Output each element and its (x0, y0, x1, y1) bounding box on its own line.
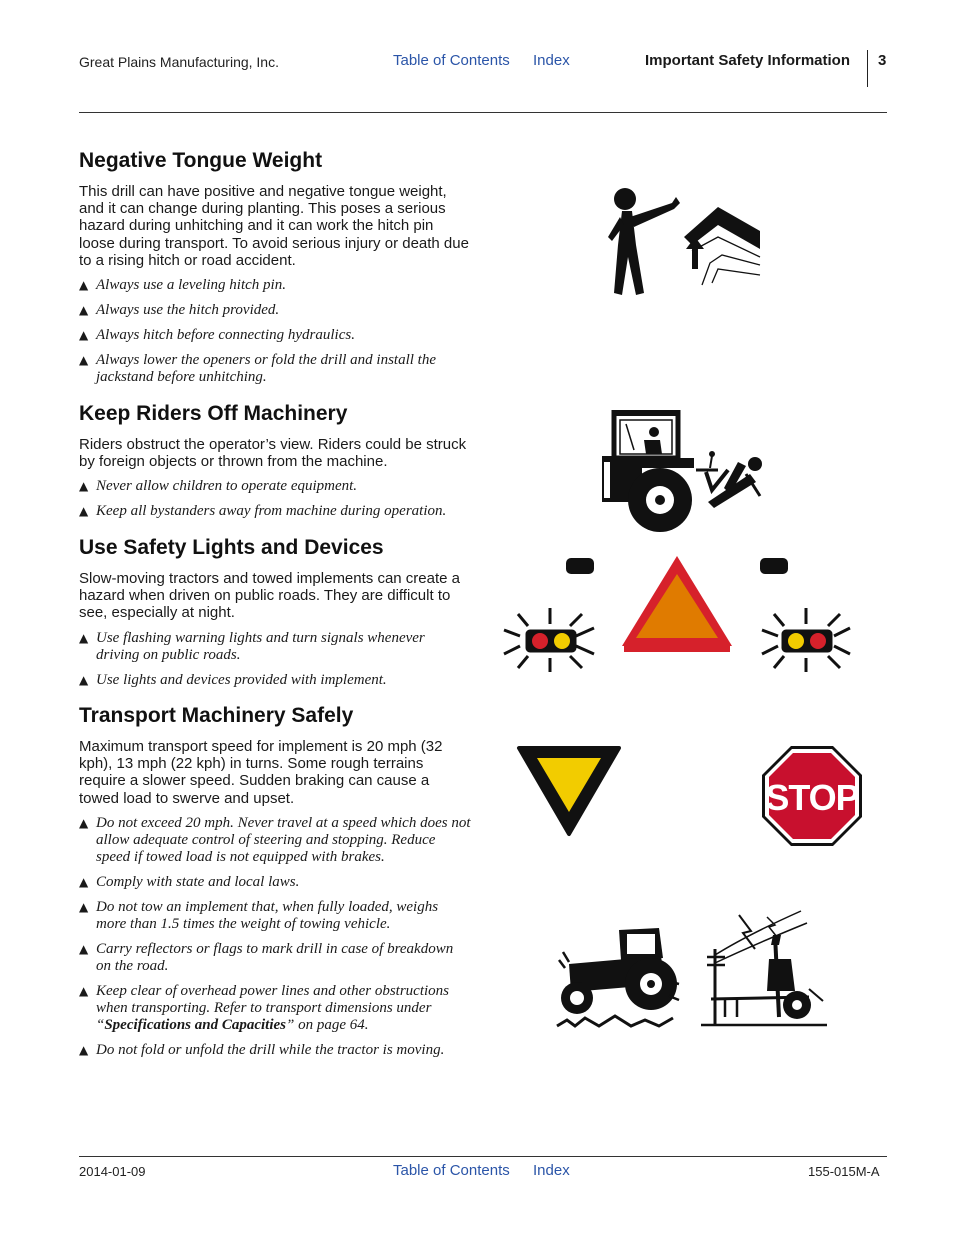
section-body: Slow-moving tractors and towed implements can create a hazard when driven on public roads. They are difficult to see, especially at night. (79, 570, 461, 622)
hitch-warning-icon (600, 185, 765, 305)
warning-triangle-icon: ▲ (79, 479, 89, 494)
list-item: ▲ Keep all bystanders away from machine during operation. (79, 503, 447, 520)
safety-lights-illustration (500, 550, 855, 675)
section-heading: Transport Machinery Safely (79, 704, 354, 727)
warning-triangle-icon: ▲ (79, 504, 89, 519)
toc-link-footer[interactable]: Table of Contents (393, 1162, 510, 1179)
warning-triangle-icon: ▲ (79, 874, 89, 889)
toc-link-header[interactable]: Table of Contents (393, 52, 510, 69)
section-heading: Negative Tongue Weight (79, 149, 323, 172)
bullet-list (79, 277, 471, 386)
list-item: ▲ Always use the hitch provided. (79, 302, 280, 319)
section-keep-riders-off (79, 401, 471, 520)
list-item: ▲ Do not tow an implement that, when fully loaded, weighs more than 1.5 times the weight of towing vehicle. (79, 898, 439, 932)
warning-triangle-icon: ▲ (79, 899, 89, 914)
list-item: ▲ Comply with state and local laws. (79, 873, 300, 890)
header-divider (867, 50, 868, 87)
section-negative-tongue-weight (79, 148, 471, 386)
doc-number: 155-015M-A (808, 1164, 880, 1179)
amber-lamp-left-icon (566, 558, 594, 574)
section-body: Riders obstruct the operator’s view. Riders could be struck by foreign objects or thrown from the machine. (79, 436, 467, 471)
warning-triangle-icon: ▲ (79, 353, 89, 368)
flashing-light-icon (762, 608, 850, 672)
flashing-light-icon (504, 608, 594, 672)
warning-triangle-icon: ▲ (79, 672, 89, 687)
list-item: ▲ Always use a leveling hitch pin. (79, 277, 286, 294)
section-body: Maximum transport speed for implement is 20 mph (32 kph), 13 mph (22 kph) in turns. Some rough terrains require a slower speed. Sudden braking can cause a towed load to swerve and upset. (79, 738, 443, 807)
section-safety-lights (79, 535, 471, 689)
page-number: 3 (878, 52, 887, 69)
index-link-header[interactable]: Index (533, 52, 570, 69)
list-item: ▲ Keep clear of overhead power lines and other obstructions when transporting. Refer to transport dimensions under “Specifications and Capacities” on page 64. (79, 982, 450, 1033)
footer-date: 2014-01-09 (79, 1164, 146, 1179)
rough-terrain-tractor-icon (555, 922, 685, 1032)
warning-triangle-icon: ▲ (79, 278, 89, 293)
warning-triangle-icon: ▲ (79, 630, 89, 645)
rider-tractor-icon (600, 410, 765, 532)
section-heading: Keep Riders Off Machinery (79, 402, 348, 425)
list-item: ▲ Do not exceed 20 mph. Never travel at a speed which does not allow adequate control of steering and stopping. Reduce speed if towed load is not equipped with brakes. (79, 814, 471, 865)
list-item: ▲ Carry reflectors or flags to mark drill in case of breakdown on the road. (79, 940, 454, 974)
specifications-reference: Specifications and Capacities (104, 1016, 287, 1033)
list-item: ▲ Never allow children to operate equipment. (79, 478, 358, 495)
footer-rule (79, 1156, 887, 1157)
list-item: ▲ Use lights and devices provided with implement. (79, 671, 387, 688)
list-item: ▲ Always lower the openers or fold the drill and install the jackstand before unhitching. (79, 352, 436, 386)
smv-emblem-icon (622, 556, 732, 652)
bullet-list (79, 815, 471, 1059)
warning-triangle-icon: ▲ (79, 303, 89, 318)
warning-triangle-icon: ▲ (79, 328, 89, 343)
bullet-list (79, 630, 471, 689)
bullet-list (79, 478, 471, 520)
list-item: ▲ Do not fold or unfold the drill while the tractor is moving. (79, 1041, 445, 1058)
warning-triangle-icon: ▲ (79, 815, 89, 830)
list-item: ▲ Use flashing warning lights and turn signals whenever driving on public roads. (79, 629, 425, 663)
header-rule (79, 112, 887, 113)
stop-sign-label: STOP (765, 777, 859, 818)
yield-sign-icon (515, 744, 623, 838)
warning-triangle-icon: ▲ (79, 1042, 89, 1057)
list-item: ▲ Always hitch before connecting hydraulics. (79, 327, 355, 344)
stop-sign-icon (760, 744, 864, 848)
section-body: This drill can have positive and negative tongue weight, and it can change during planting. This poses a serious hazard during unhitching and it can work the hitch pin loose during transport. To avoid serious injury or death due to a rising hitch or road accident. (79, 183, 469, 269)
section-transport-safely (79, 703, 471, 1059)
section-title: Important Safety Information (645, 52, 851, 69)
warning-triangle-icon: ▲ (79, 941, 89, 956)
index-link-footer[interactable]: Index (533, 1162, 570, 1179)
company-name: Great Plains Manufacturing, Inc. (79, 54, 279, 70)
power-line-icon (697, 905, 832, 1030)
section-heading: Use Safety Lights and Devices (79, 536, 384, 559)
amber-lamp-right-icon (760, 558, 788, 574)
warning-triangle-icon: ▲ (79, 983, 89, 998)
